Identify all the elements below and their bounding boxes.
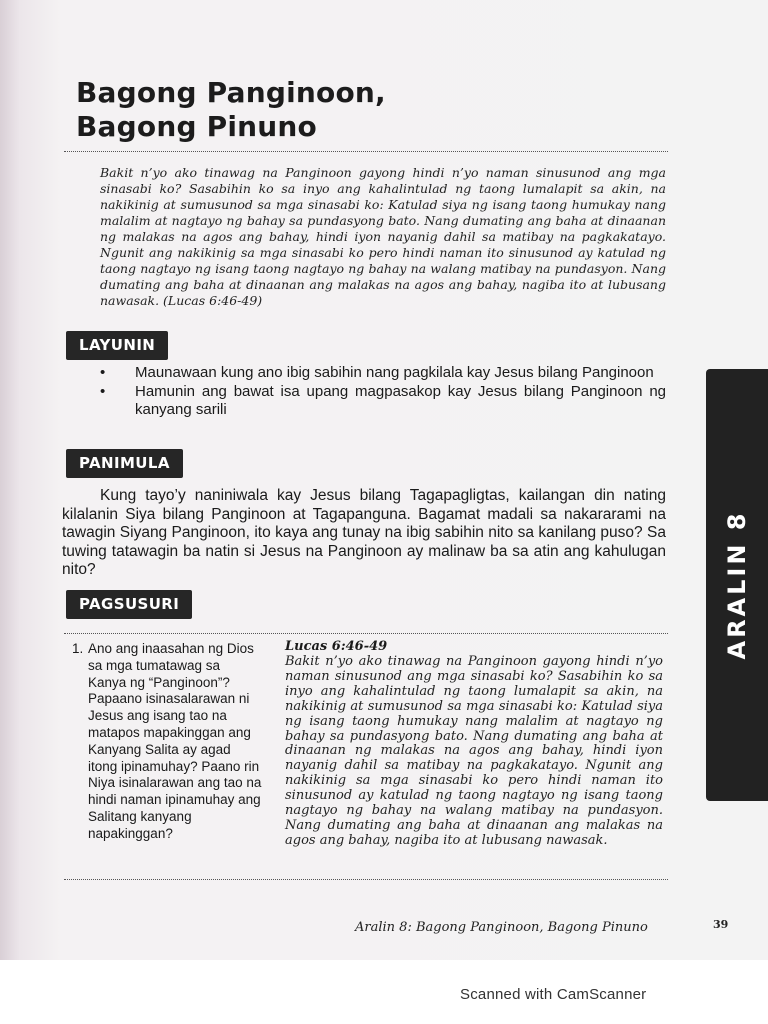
objective-item: [100, 383, 666, 419]
objective-item: [100, 364, 666, 382]
title-divider: [64, 151, 668, 152]
analysis-question: [72, 641, 262, 843]
lesson-side-tab: [706, 369, 768, 801]
running-footer: Aralin 8: Bagong Panginoon, Bagong Pinuno: [355, 920, 648, 935]
section-label-panimula: PANIMULA: [66, 449, 183, 478]
lesson-tab-label: ARALIN 8: [723, 510, 751, 660]
introduction-paragraph: Kung tayo’y naniniwala kay Jesus bilang Tagapagligtas, kailangan din nating kilalanin Siya bilang Panginoon at Tagapanguna. Bagamat madali sa nakararami na tawagin Siyang Panginoon, ito kaya ang tunay na ibig sabihin nito sa kanilang puso? Sa tuwing tatawagin ba natin si Jesus na Panginoon ay malinaw ba sa atin ang kahulugan nito?: [62, 487, 666, 578]
title-line-2: Bagong Pinuno: [76, 110, 317, 143]
opening-verse: Bakit n’yo ako tinawag na Panginoon gayong hindi n’yo naman sinusunod ang mga sinasabi ko? Sasabihin ko sa inyo ang kahalintulad ng taong lumalapit sa akin, na nakikinig at sumusunod sa mga sinasabi ko: Katulad siya ng isang taong humukay nang malalim at nagtayo ng bahay sa pundasyong bato. Nang dumating ang baha at dinaanan ng malakas na agos ang bahay, hindi iyon nayanig dahil sa matibay na pagkakatayo. Ngunit ang nakikinig sa mga sinasabi ko pero hindi naman ito sinusunod ay katulad ng taong nagtayo ng isang taong nagtayo ng bahay na walang matibay na pundasyon. Nang dumating ang baha at dinaanan ang malakas na agos ang bahay, nagiba ito at lubusang nawasak. (Lucas 6:46-49): [100, 165, 666, 308]
passage-text: Bakit n’yo ako tinawag na Panginoon gayong hindi n’yo naman sinusunod ang mga sinasabi ko? Sasabihin ko sa inyo ang kahalintulad ng taong lumalapit sa akin, na nakikinig at sumusunod sa mga sinasabi ko: Katulad siya ng isang taong humukay nang malalim at nagtayo ng bahay sa pundasyong bato. Nang dumating ang baha at dinaanan ng malakas na agos ang bahay, hindi iyon nayanig dahil sa matibay na pagkakatayo. Ngunit ang nakikinig sa mga sinasabi ko pero hindi naman ito sinusunod ay katulad ng taong nagtayo ng isang taong nagtayo ng bahay na walang matibay na pundasyon. Nang dumating ang baha at dinaanan ang malakas na agos ang bahay, nagiba ito at lubusang nawasak.: [285, 654, 663, 848]
section-label-layunin: LAYUNIN: [66, 331, 168, 360]
lesson-title: [76, 76, 386, 144]
objective-text: Maunawaan kung ano ibig sabihin nang pagkilala kay Jesus bilang Panginoon: [135, 364, 654, 381]
bullet-icon: •: [100, 364, 106, 381]
bullet-icon: •: [100, 383, 106, 400]
title-line-1: Bagong Panginoon,: [76, 76, 386, 109]
objective-text: Hamunin ang bawat isa upang magpasakop kay Jesus bilang Panginoon ng kanyang sarili: [135, 383, 666, 418]
analysis-top-divider: [64, 633, 668, 634]
scanner-watermark: Scanned with CamScanner: [460, 986, 647, 1003]
section-label-pagsusuri: PAGSUSURI: [66, 590, 192, 619]
passage-reference: Lucas 6:46-49: [285, 639, 388, 654]
question-text: Ano ang inaasahan ng Dios sa mga tumatawag sa Kanya ng “Panginoon”? Papaano isinasalarawan ni Jesus ang isang tao na matapos mapakinggan ang Kanyang Salita ay agad itong ipinamuhay? Paano rin Niya isinalarawan ang tao na hindi naman ipinamuhay ang Salitang kanyang napakinggan?: [88, 641, 262, 841]
question-number: 1.: [72, 641, 84, 656]
objectives-list: [100, 364, 666, 420]
analysis-bottom-divider: [64, 879, 668, 880]
page-number: 39: [713, 918, 729, 931]
